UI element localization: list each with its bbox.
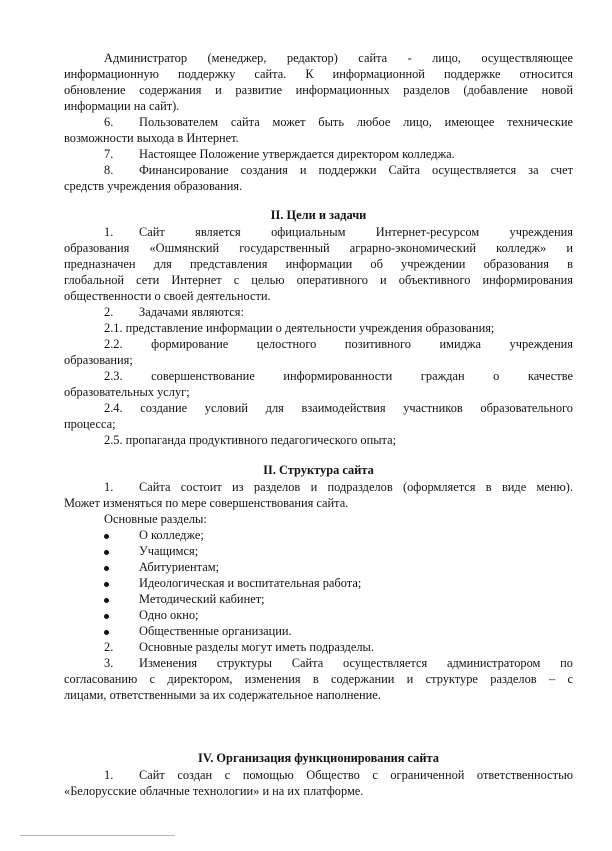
item-6-number: 6. bbox=[104, 115, 114, 129]
task-2-4-line-2: процесса; bbox=[64, 417, 116, 431]
goals-item-1-line-2: образования «Ошмянский государственный аграрно-экономический колледж» и bbox=[64, 241, 573, 255]
item-7-number: 7. bbox=[104, 147, 114, 161]
list-item: Идеологическая и воспитательная работа; bbox=[139, 576, 362, 590]
section-organization-heading: IV. Организация функционирования сайта bbox=[198, 751, 439, 765]
task-2-3-line-2: образовательных услуг; bbox=[64, 385, 190, 399]
admin-definition-line-3: обновление содержания и развитие информационных разделов (добавление новой bbox=[64, 83, 573, 97]
list-item: Общественные организации. bbox=[139, 624, 292, 638]
structure-item-3-line-1: Изменения структуры Сайта осуществляется администратором по bbox=[139, 656, 573, 670]
organization-item-1-number: 1. bbox=[104, 768, 114, 782]
goals-item-1-line-5: общественности о своей деятельности. bbox=[64, 289, 271, 303]
task-2-1: 2.1. представление информации о деятельности учреждения образования; bbox=[104, 321, 495, 335]
goals-item-1-number: 1. bbox=[104, 225, 114, 239]
structure-item-2-line-1: Основные разделы могут иметь подразделы. bbox=[139, 640, 374, 654]
bullet-icon bbox=[104, 630, 109, 635]
bullet-icon bbox=[104, 550, 109, 555]
admin-definition-line-4: информации на сайт). bbox=[64, 99, 180, 113]
organization-item-1-line-2: «Белорусские облачные технологии» и на их платформе. bbox=[64, 784, 364, 798]
bullet-icon bbox=[104, 614, 109, 619]
bullet-icon bbox=[104, 598, 109, 603]
task-2-4-line-1: 2.4. создание условий для взаимодействия участников образовательного bbox=[104, 401, 573, 415]
section-goals-heading: II. Цели и задачи bbox=[270, 208, 367, 222]
structure-item-3-line-2: согласованию с директором, изменения в содержании и структуре разделов – с bbox=[64, 672, 573, 686]
structure-item-1-line-1: Сайта состоит из разделов и подразделов (оформляется в виде меню). bbox=[139, 480, 573, 494]
item-8-number: 8. bbox=[104, 163, 114, 177]
bullet-icon bbox=[104, 534, 109, 539]
goals-item-1-line-4: глобальной сети Интернет с целью оперативного и объективного информирования bbox=[64, 273, 573, 287]
goals-item-2-number: 2. bbox=[104, 305, 114, 319]
section-structure-heading: II. Структура сайта bbox=[263, 463, 374, 477]
task-2-2-line-1: 2.2. формирование целостного позитивного имиджа учреждения bbox=[104, 337, 573, 351]
task-2-3-line-1: 2.3. совершенствование информированности граждан о качестве bbox=[104, 369, 573, 383]
task-2-5: 2.5. пропаганда продуктивного педагогического опыта; bbox=[104, 433, 397, 447]
main-sections-label: Основные разделы: bbox=[104, 512, 207, 526]
item-7-line-1: Настоящее Положение утверждается директором колледжа. bbox=[139, 147, 455, 161]
item-8-line-1: Финансирование создания и поддержки Сайта осуществляется за счет bbox=[139, 163, 573, 177]
structure-item-3-number: 3. bbox=[104, 656, 114, 670]
goals-item-1-line-3: предназначен для представления информации об учреждении образования в bbox=[64, 257, 573, 271]
admin-definition-line-1: Администратор (менеджер, редактор) сайта - лицо, осуществляющее bbox=[104, 51, 573, 65]
list-item: Методический кабинет; bbox=[139, 592, 265, 606]
task-2-2-line-2: образования; bbox=[64, 353, 133, 367]
structure-item-1-number: 1. bbox=[104, 480, 114, 494]
list-item: Учащимся; bbox=[139, 544, 199, 558]
admin-definition-line-2: информационную поддержку сайта. К информационной поддержке относится bbox=[64, 67, 573, 81]
list-item: О колледже; bbox=[139, 528, 204, 542]
goals-item-2-line-1: Задачами являются: bbox=[139, 305, 244, 319]
footer-divider bbox=[20, 835, 175, 836]
bullet-icon bbox=[104, 566, 109, 571]
item-6-line-1: Пользователем сайта может быть любое лицо, имеющее технические bbox=[139, 115, 573, 129]
structure-item-3-line-3: лицами, ответственными за их содержательное наполнение. bbox=[64, 688, 381, 702]
organization-item-1-line-1: Сайт создан с помощью Общество с ограниченной ответственностью bbox=[139, 768, 573, 782]
bullet-icon bbox=[104, 582, 109, 587]
goals-item-1-line-1: Сайт является официальным Интернет-ресурсом учреждения bbox=[139, 225, 573, 239]
list-item: Абитуриентам; bbox=[139, 560, 220, 574]
item-6-line-2: возможности выхода в Интернет. bbox=[64, 131, 239, 145]
structure-item-2-number: 2. bbox=[104, 640, 114, 654]
list-item: Одно окно; bbox=[139, 608, 199, 622]
structure-item-1-line-2: Может изменяться по мере совершенствования сайта. bbox=[64, 496, 349, 510]
item-8-line-2: средств учреждения образования. bbox=[64, 179, 243, 193]
